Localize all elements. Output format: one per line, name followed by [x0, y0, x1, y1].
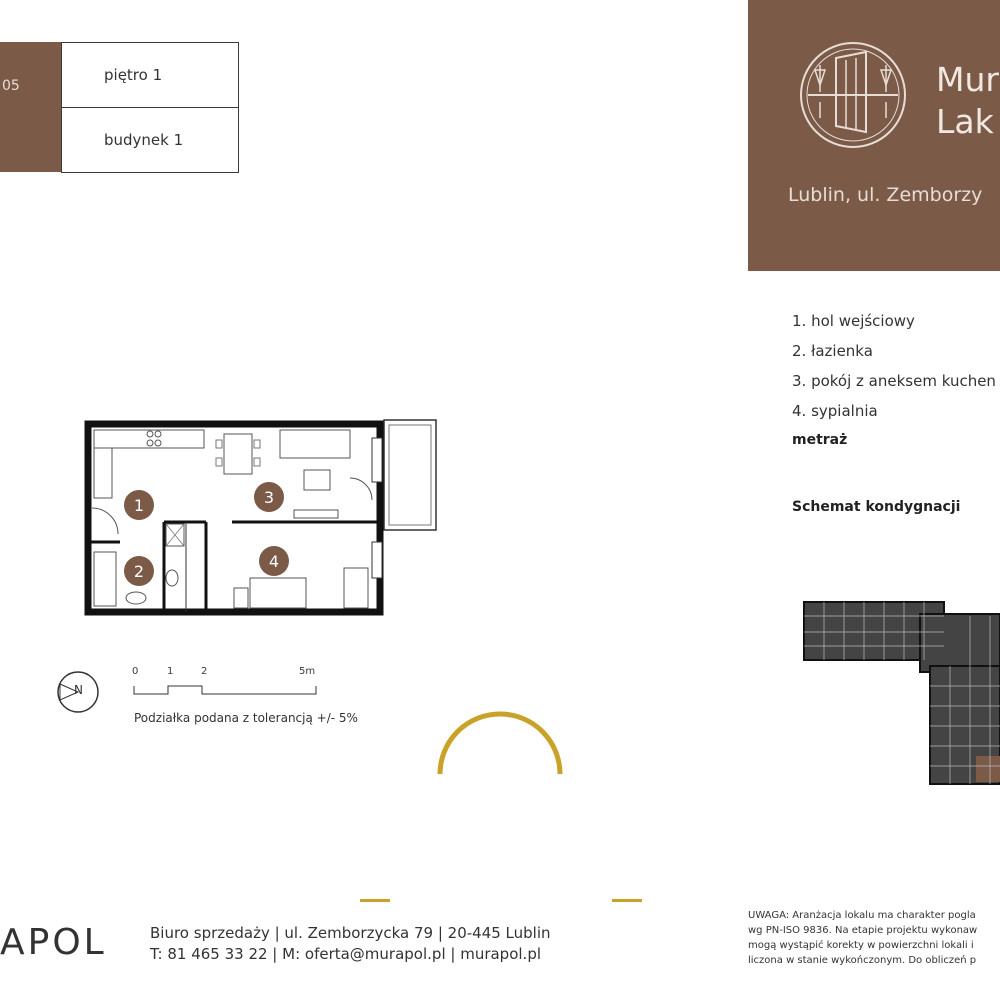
legend-item-1: 1. hol wejściowy — [792, 312, 915, 330]
room-marker-3: 3 — [254, 482, 284, 512]
legend-item-4: 4. sypialnia — [792, 402, 878, 420]
schema-title: Schemat kondygnacji — [792, 499, 961, 515]
scale-tick-2: 2 — [201, 666, 208, 677]
brand-location: Lublin, ul. Zemborzy — [788, 184, 983, 206]
scale-tick-5m: 5m — [299, 666, 316, 677]
brand-name-line1: Mur — [936, 60, 999, 99]
footer-contact: T: 81 465 33 22 | M: oferta@murapol.pl | murapol.pl — [150, 945, 542, 963]
footer-logo: APOL — [0, 922, 107, 963]
building-schema — [800, 596, 1000, 786]
building-cell — [61, 107, 239, 173]
room-marker-4: 4 — [259, 546, 289, 576]
gold-dash-left — [360, 899, 390, 902]
warning-line-1: UWAGA: Aranżacja lokalu ma charakter pogla — [748, 910, 976, 921]
scale-tick-0: 0 — [132, 666, 139, 677]
compass-icon — [56, 670, 100, 714]
unit-number: 05 — [2, 78, 20, 94]
brand-header — [748, 0, 1000, 271]
room-marker-1: 1 — [124, 490, 154, 520]
brand-name-line2: Lak — [936, 102, 994, 141]
brand-logo-icon — [798, 40, 908, 150]
footer-office-address: Biuro sprzedaży | ul. Zemborzycka 79 | 20-445 Lublin — [150, 924, 551, 942]
scale-bar — [132, 682, 332, 698]
room-marker-2: 2 — [124, 556, 154, 586]
scale-tick-1: 1 — [167, 666, 174, 677]
scale-note: Podziałka podana z tolerancją +/- 5% — [134, 711, 358, 725]
gold-dash-right — [612, 899, 642, 902]
legend-item-3: 3. pokój z aneksem kuchen — [792, 372, 996, 390]
gold-arc-decoration — [432, 700, 568, 780]
unit-number-strip — [0, 42, 62, 172]
legend-item-2: 2. łazienka — [792, 342, 873, 360]
floor-label: piętro 1 — [104, 66, 163, 84]
floor-cell — [61, 42, 239, 108]
building-label: budynek 1 — [104, 131, 184, 149]
warning-line-2: wg PN-ISO 9836. Na etapie projektu wykonaw — [748, 925, 978, 936]
warning-line-4: liczona w stanie wykończonym. Do obliczeń p — [748, 955, 977, 966]
area-label: metraż — [792, 432, 848, 448]
compass-label: N — [74, 683, 83, 697]
warning-line-3: mogą wystąpić korekty w powierzchni lokali i — [748, 940, 974, 951]
